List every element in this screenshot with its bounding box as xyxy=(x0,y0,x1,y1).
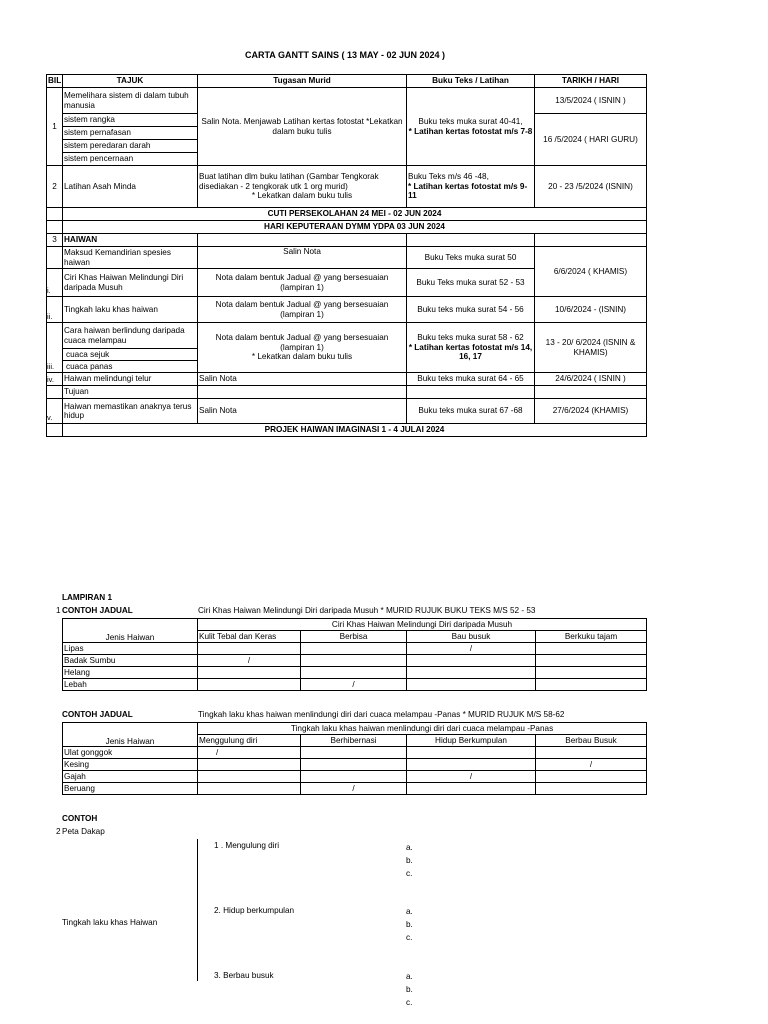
section-number: 1 xyxy=(56,606,61,615)
empty-cell xyxy=(407,655,536,667)
col-header-tugasan: Tugasan Murid xyxy=(198,75,407,88)
table-row xyxy=(63,771,647,783)
holiday-banner: HARI KEPUTERAAN DYMM YDPA 03 JUN 2024 xyxy=(63,221,647,234)
contoh-label: CONTOH xyxy=(62,814,98,823)
subtopic-cell: sistem peredaran darah xyxy=(63,140,198,153)
table-row xyxy=(47,386,647,399)
task-note: * Lekatkan dalam buku tulis xyxy=(251,352,353,362)
empty-cell xyxy=(47,247,63,269)
row-number: 2 xyxy=(47,166,63,208)
col-header: Menggulung diri xyxy=(198,735,301,747)
book-text: Buku teks muka surat 58 - 62 xyxy=(417,333,524,343)
empty-cell xyxy=(407,667,536,679)
col-header-tarikh: TARIKH / HARI xyxy=(535,75,647,88)
empty-cell xyxy=(301,771,407,783)
brace-map-line xyxy=(197,839,198,981)
date-cell: 10/6/2024 - (ISNIN) xyxy=(535,297,647,323)
empty-cell xyxy=(198,759,301,771)
table-row xyxy=(47,221,647,234)
table-group-header: Tingkah laku khas haiwan menlindungi diri dari cuaca melampau -Panas xyxy=(198,723,647,735)
animal-name: Kesing xyxy=(63,759,198,771)
table-row xyxy=(47,234,647,247)
empty-cell xyxy=(536,771,647,783)
lampiran-title: LAMPIRAN 1 xyxy=(62,593,113,602)
empty-cell xyxy=(198,234,407,247)
empty-cell xyxy=(301,655,407,667)
empty-cell xyxy=(536,655,647,667)
book-text: Buku Teks m/s 46 -48, xyxy=(408,172,489,182)
lampiran-table-1 xyxy=(62,618,647,691)
empty-cell xyxy=(47,386,63,399)
empty-cell xyxy=(198,679,301,691)
animal-name: Helang xyxy=(63,667,198,679)
table-row xyxy=(47,297,647,323)
empty-cell xyxy=(407,747,536,759)
sub-list xyxy=(406,905,413,944)
contoh-jadual-label: CONTOH JADUAL xyxy=(62,710,133,719)
project-banner: PROJEK HAIWAN IMAGINASI 1 - 4 JULAI 2024 xyxy=(63,424,647,437)
subtopic-cell: cuaca panas xyxy=(63,361,198,373)
topic-cell: Haiwan melindungi telur xyxy=(63,373,198,386)
col-header: Berbau Busuk xyxy=(536,735,647,747)
animal-name: Lebah xyxy=(63,679,198,691)
subtopic-cell: sistem rangka xyxy=(63,114,198,127)
topic-cell: Cara haiwan berlindung daripada cuaca melampau xyxy=(63,323,198,349)
empty-cell xyxy=(198,643,301,655)
task-text: Buat latihan dlm buku latihan (Gambar Tengkorak disediakan - 2 tengkorak utk 1 org murid) xyxy=(199,172,379,191)
brace-map-item: 3. Berbau busuk xyxy=(214,971,274,980)
table-description: Ciri Khas Haiwan Melindungi Diri daripada Musuh * MURID RUJUK BUKU TEKS M/S 52 - 53 xyxy=(198,606,536,615)
sub-list xyxy=(406,970,413,1009)
empty-cell xyxy=(198,771,301,783)
empty-cell xyxy=(301,643,407,655)
table-row xyxy=(63,655,647,667)
empty-cell xyxy=(301,759,407,771)
section-number: 2 xyxy=(56,827,61,836)
date-cell: 13 - 20/ 6/2024 (ISNIN & KHAMIS) xyxy=(535,323,647,373)
table-row xyxy=(63,667,647,679)
animal-name: Gajah xyxy=(63,771,198,783)
animal-name: Badak Sumbu xyxy=(63,655,198,667)
empty-cell xyxy=(536,679,647,691)
col-header-tajuk: TAJUK xyxy=(63,75,198,88)
table-row xyxy=(63,643,647,655)
topic-cell: Tujuan xyxy=(63,386,198,399)
date-cell: 20 - 23 /5/2024 (ISNIN) xyxy=(535,166,647,208)
empty-cell xyxy=(301,667,407,679)
col-header-bil: BIL xyxy=(47,75,63,88)
task-cell: Salin Nota xyxy=(198,399,407,424)
animal-name: Lipas xyxy=(63,643,198,655)
row-number: 1 xyxy=(47,88,63,166)
subtopic-cell: sistem pernafasan xyxy=(63,127,198,140)
book-cell: Buku teks muka surat 64 - 65 xyxy=(407,373,535,386)
row-number: 3 xyxy=(47,234,63,247)
task-cell: Nota dalam bentuk Jadual @ yang bersesuaian (lampiran 1) xyxy=(198,297,407,323)
col-header: Berhibernasi xyxy=(301,735,407,747)
book-cell xyxy=(407,166,535,208)
empty-cell xyxy=(536,747,647,759)
roman-numeral: v. xyxy=(47,399,63,424)
empty-cell xyxy=(407,759,536,771)
table-row xyxy=(47,424,647,437)
col-header: Hidup Berkumpulan xyxy=(407,735,536,747)
book-cell xyxy=(407,323,535,373)
book-exercise: * Latihan kertas fotostat m/s 7-8 xyxy=(408,126,533,136)
book-exercise: * Latihan kertas fotostat m/s 9-11 xyxy=(408,181,528,201)
peta-dakap-label: Peta Dakap xyxy=(62,827,105,836)
book-text: Buku teks muka surat 40-41, xyxy=(418,117,523,127)
empty-cell xyxy=(536,643,647,655)
topic-cell: Tingkah laku khas haiwan xyxy=(63,297,198,323)
table-row xyxy=(47,88,647,114)
empty-cell xyxy=(198,667,301,679)
check-mark: / xyxy=(536,759,647,771)
col-header: Bau busuk xyxy=(407,631,536,643)
roman-numeral: iii. xyxy=(47,323,63,373)
book-cell: Buku teks muka surat 67 -68 xyxy=(407,399,535,424)
date-cell: 13/5/2024 ( ISNIN ) xyxy=(535,88,647,114)
table-row xyxy=(47,208,647,221)
sub-item: a. xyxy=(406,843,413,852)
date-cell: 6/6/2024 ( KHAMIS) xyxy=(535,247,647,297)
topic-cell: Ciri Khas Haiwan Melindungi Diri daripada Musuh xyxy=(63,269,198,297)
table-row xyxy=(47,166,647,208)
table-row xyxy=(47,247,647,269)
jenis-haiwan-header: Jenis Haiwan xyxy=(63,619,198,643)
sub-item: c. xyxy=(406,933,413,942)
book-cell xyxy=(407,88,535,166)
task-cell: Salin Nota. Menjawab Latihan kertas fotostat *Lekatkan dalam buku tulis xyxy=(198,88,407,166)
header-row xyxy=(47,75,647,88)
task-note: * Lekatkan dalam buku tulis xyxy=(251,191,353,201)
page-title: CARTA GANTT SAINS ( 13 MAY - 02 JUN 2024 ) xyxy=(244,50,446,60)
brace-map-main: Tingkah laku khas Haiwan xyxy=(62,918,158,927)
sub-item: a. xyxy=(406,907,413,916)
check-mark: / xyxy=(407,771,536,783)
task-cell xyxy=(198,323,407,373)
book-cell: Buku Teks muka surat 52 - 53 xyxy=(407,269,535,297)
table-row xyxy=(63,759,647,771)
sub-item: c. xyxy=(406,869,413,878)
empty-cell xyxy=(407,783,536,795)
book-cell: Buku teks muka surat 54 - 56 xyxy=(407,297,535,323)
empty-cell xyxy=(535,386,647,399)
empty-cell xyxy=(536,667,647,679)
table-row xyxy=(63,783,647,795)
check-mark: / xyxy=(301,783,407,795)
check-mark: / xyxy=(407,643,536,655)
gantt-table xyxy=(46,74,647,437)
empty-cell xyxy=(198,783,301,795)
topic-cell: HAIWAN xyxy=(63,234,198,247)
check-mark: / xyxy=(301,679,407,691)
table-row xyxy=(47,373,647,386)
empty-cell xyxy=(47,208,63,221)
empty-cell xyxy=(47,424,63,437)
task-cell: Salin Nota xyxy=(198,247,407,269)
col-header-buku: Buku Teks / Latihan xyxy=(407,75,535,88)
table-group-header: Ciri Khas Haiwan Melindungi Diri daripada Musuh xyxy=(198,619,647,631)
lampiran-table-2 xyxy=(62,722,647,795)
col-header: Berkuku tajam xyxy=(536,631,647,643)
table-row xyxy=(47,399,647,424)
empty-cell xyxy=(301,747,407,759)
check-mark: / xyxy=(198,655,301,667)
roman-numeral: i. xyxy=(47,269,63,297)
empty-cell xyxy=(407,679,536,691)
contoh-jadual-label: CONTOH JADUAL xyxy=(62,606,133,615)
empty-cell xyxy=(198,386,407,399)
table-row xyxy=(63,747,647,759)
date-cell: 24/6/2024 ( ISNIN ) xyxy=(535,373,647,386)
check-mark: / xyxy=(198,747,301,759)
col-header: Kulit Tebal dan Keras xyxy=(198,631,301,643)
sub-item: b. xyxy=(406,856,413,865)
topic-cell: Maksud Kemandirian spesies haiwan xyxy=(63,247,198,269)
empty-cell xyxy=(47,221,63,234)
sub-item: a. xyxy=(406,972,413,981)
task-cell: Nota dalam bentuk Jadual @ yang bersesuaian (lampiran 1) xyxy=(198,269,407,297)
sub-list xyxy=(406,841,413,880)
empty-cell xyxy=(536,783,647,795)
brace-map-item: 1 . Mengulung diri xyxy=(214,841,280,850)
roman-numeral: ii. xyxy=(47,297,63,323)
date-cell: 27/6/2024 (KHAMIS) xyxy=(535,399,647,424)
topic-cell: Memelihara sistem di dalam tubuh manusia xyxy=(63,88,198,114)
topic-cell: Latihan Asah Minda xyxy=(63,166,198,208)
table-row xyxy=(63,679,647,691)
empty-cell xyxy=(407,386,535,399)
topic-cell: Haiwan memastikan anaknya terus hidup xyxy=(63,399,198,424)
sub-item: b. xyxy=(406,920,413,929)
subtopic-cell: sistem pencernaan xyxy=(63,153,198,166)
sub-item: c. xyxy=(406,998,413,1007)
subtopic-cell: cuaca sejuk xyxy=(63,349,198,361)
jenis-haiwan-header: Jenis Haiwan xyxy=(63,723,198,747)
task-cell: Salin Nota xyxy=(198,373,407,386)
book-exercise: * Latihan kertas fotostat m/s 14, 16, 17 xyxy=(408,342,533,362)
animal-name: Ulat gonggok xyxy=(63,747,198,759)
book-cell: Buku Teks muka surat 50 xyxy=(407,247,535,269)
table-row xyxy=(47,323,647,349)
date-cell: 16 /5/2024 ( HARI GURU) xyxy=(535,114,647,166)
task-cell xyxy=(198,166,407,208)
task-text: Nota dalam bentuk Jadual @ yang bersesuaian (lampiran 1) xyxy=(215,333,389,352)
empty-cell xyxy=(535,234,647,247)
table-description: Tingkah laku khas haiwan menlindungi diri dari cuaca melampau -Panas * MURID RUJUK M/S 58-62 xyxy=(198,710,565,719)
roman-numeral: iv. xyxy=(47,373,63,386)
empty-cell xyxy=(407,234,535,247)
sub-item: b. xyxy=(406,985,413,994)
col-header: Berbisa xyxy=(301,631,407,643)
brace-map-item: 2. Hidup berkumpulan xyxy=(214,906,295,915)
holiday-banner: CUTI PERSEKOLAHAN 24 MEI - 02 JUN 2024 xyxy=(63,208,647,221)
animal-name: Beruang xyxy=(63,783,198,795)
